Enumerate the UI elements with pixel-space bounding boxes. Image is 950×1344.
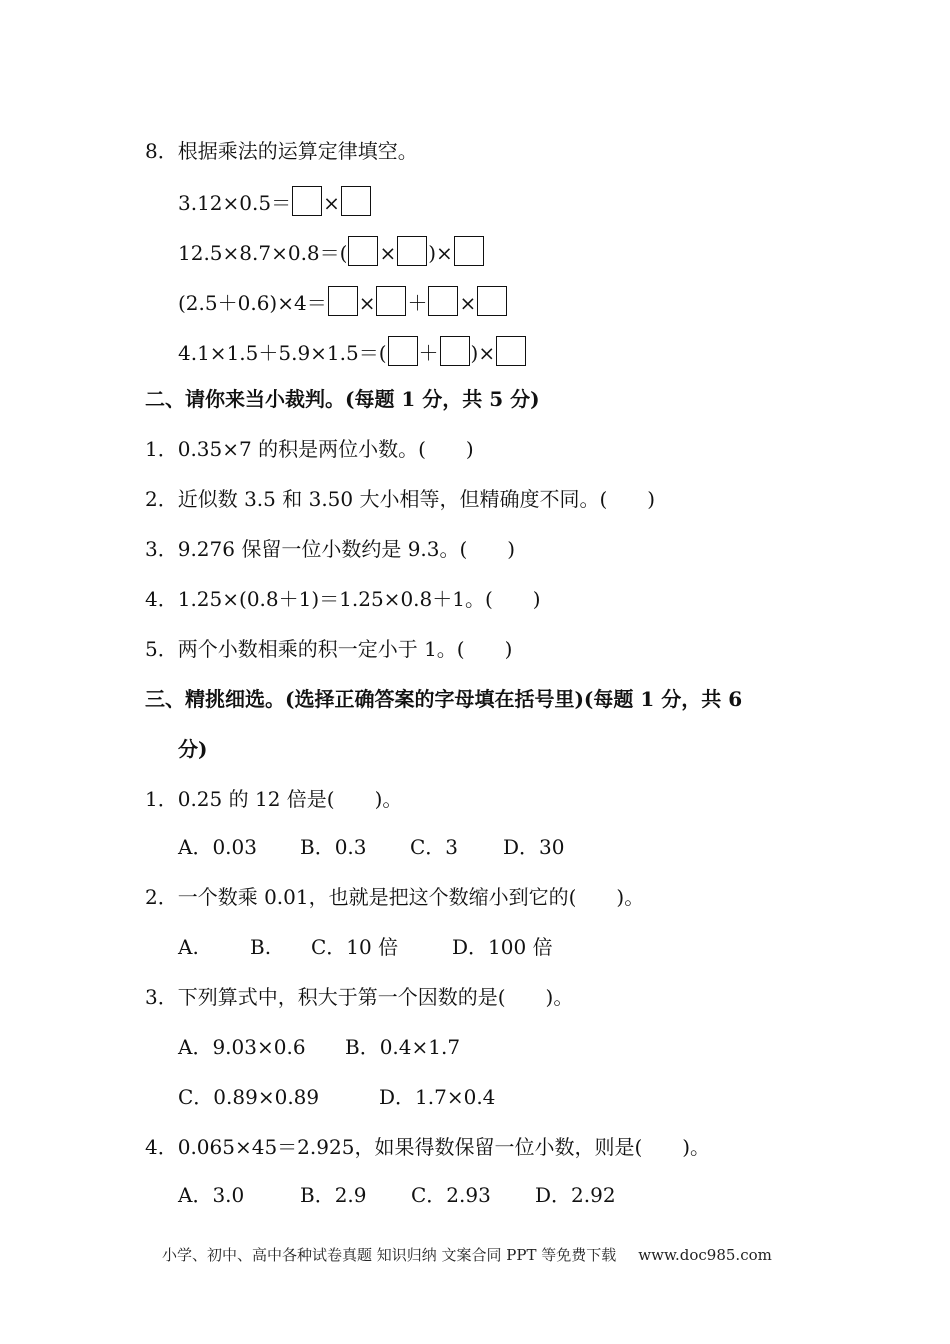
times-sign: ×	[323, 191, 340, 215]
answer-box[interactable]	[328, 286, 358, 316]
option-d: D．100 倍	[452, 935, 553, 959]
answer-box[interactable]	[348, 236, 378, 266]
times-sign: ×	[459, 291, 477, 315]
option-a: A．0.03	[178, 835, 257, 859]
q8-row-4-expr: 4.1×1.5＋5.9×1.5＝(	[178, 341, 387, 365]
q8-row-1	[178, 186, 372, 215]
option-b: B．0.3	[300, 835, 367, 859]
q8-title: 8．根据乘法的运算定律填空。	[145, 139, 418, 163]
option-a: A．3.0	[178, 1183, 245, 1207]
judge-item-2: 2．近似数 3.5 和 3.50 大小相等，但精确度不同。( )	[145, 487, 656, 511]
choice-question-3: 3．下列算式中，积大于第一个因数的是( )。	[145, 985, 574, 1009]
choice-options-3a	[0, 1034, 950, 1060]
times-sign: ×	[436, 241, 453, 265]
option-b: B．2.9	[300, 1183, 367, 1207]
option-a: A．9.03×0.6	[178, 1035, 306, 1059]
footer-text: 小学、初中、高中各种试卷真题 知识归纳 文案合同 PPT 等免费下载	[162, 1246, 617, 1264]
choice-options-2	[0, 934, 950, 960]
times-sign: ×	[358, 291, 376, 315]
section3-title: 三、精挑细选。(选择正确答案的字母填在括号里)(每题 1 分，共 6	[145, 687, 743, 711]
answer-box[interactable]	[477, 286, 507, 316]
option-c: C．2.93	[411, 1183, 491, 1207]
answer-box[interactable]	[440, 336, 470, 366]
q8-row-3-expr: (2.5＋0.6)×4＝	[178, 291, 327, 315]
plus-sign: ＋	[418, 341, 439, 365]
answer-box[interactable]	[496, 336, 526, 366]
q8-row-4	[178, 336, 527, 365]
judge-item-5: 5．两个小数相乘的积一定小于 1。( )	[145, 637, 513, 661]
right-paren: )	[470, 341, 479, 365]
page-footer	[162, 1244, 772, 1266]
choice-options-4	[0, 1182, 950, 1208]
answer-box[interactable]	[341, 186, 371, 216]
option-a: A.	[178, 935, 199, 959]
q8-row-2-expr: 12.5×8.7×0.8＝(	[178, 241, 348, 265]
right-paren: )	[428, 241, 437, 265]
option-d: D．1.7×0.4	[379, 1085, 496, 1109]
option-d: D．2.92	[535, 1183, 616, 1207]
judge-item-3: 3．9.276 保留一位小数约是 9.3。( )	[145, 537, 516, 561]
answer-box[interactable]	[397, 236, 427, 266]
section2-title: 二、请你来当小裁判。(每题 1 分，共 5 分)	[145, 387, 540, 411]
answer-box[interactable]	[376, 286, 406, 316]
times-sign: ×	[379, 241, 397, 265]
choice-question-4: 4．0.065×45＝2.925，如果得数保留一位小数，则是( )。	[145, 1135, 711, 1159]
option-d: D．30	[503, 835, 565, 859]
q8-row-3	[178, 286, 508, 315]
judge-item-1: 1．0.35×7 的积是两位小数。( )	[145, 437, 474, 461]
option-b: B．0.4×1.7	[345, 1035, 461, 1059]
choice-options-1	[0, 834, 950, 860]
option-c: C．0.89×0.89	[178, 1085, 320, 1109]
section3-title-cont: 分)	[178, 737, 208, 761]
q8-row-1-expr: 3.12×0.5＝	[178, 191, 292, 215]
choice-options-3b	[0, 1084, 950, 1110]
answer-box[interactable]	[454, 236, 484, 266]
option-c: C．10 倍	[311, 935, 399, 959]
choice-question-1: 1．0.25 的 12 倍是( )。	[145, 787, 403, 811]
times-sign: ×	[478, 341, 496, 365]
judge-item-4: 4．1.25×(0.8＋1)＝1.25×0.8＋1。( )	[145, 587, 541, 611]
option-b: B.	[250, 935, 272, 959]
q8-row-2	[178, 236, 485, 265]
answer-box[interactable]	[428, 286, 458, 316]
footer-link[interactable]: www.doc985.com	[638, 1246, 772, 1264]
option-c: C．3	[410, 835, 459, 859]
answer-box[interactable]	[388, 336, 418, 366]
choice-question-2: 2．一个数乘 0.01，也就是把这个数缩小到它的( )。	[145, 885, 645, 909]
answer-box[interactable]	[292, 186, 322, 216]
plus-sign: ＋	[407, 291, 428, 315]
